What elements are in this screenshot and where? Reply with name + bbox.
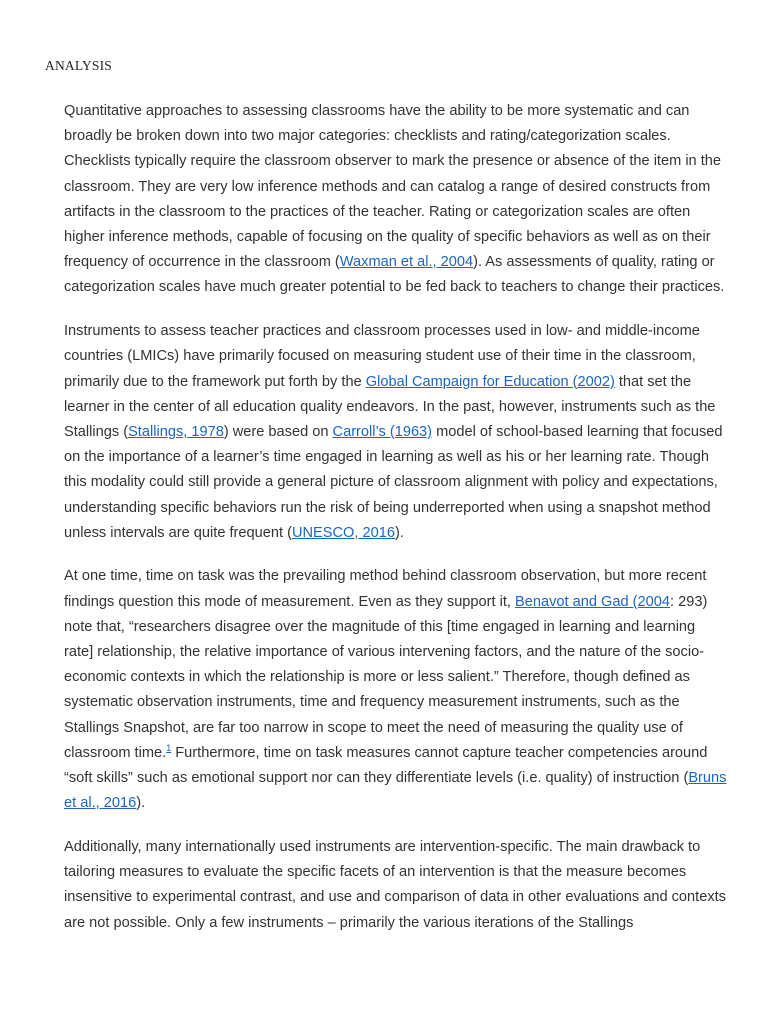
- paragraph-2: [64, 319, 728, 546]
- paragraph-text: Additionally, many internationally used instruments are intervention-specific. The main drawback to tailoring measures to evaluate the specific facets of an intervention is that the measure becomes insensitive to experimental contrast, and use and comparison of data in other evaluations and contexts are not possible. Only a few instruments – primarily the various iterations of the Stallings: [64, 838, 726, 931]
- citation-link-unesco[interactable]: UNESCO, 2016: [291, 524, 395, 541]
- section-heading: ANALYSIS: [45, 58, 113, 73]
- paragraph-4: [64, 835, 728, 936]
- paragraph-text: At one time, time on task was the prevailing method behind classroom observation, but more recent findings question this mode of measurement. Even as they support it,: [64, 568, 707, 610]
- paragraph-text: ).: [394, 524, 404, 541]
- citation-link-global-campaign[interactable]: Global Campaign for Education (2002): [365, 373, 615, 390]
- footnote-link[interactable]: 1: [166, 742, 172, 753]
- citation-link-bruns[interactable]: Bruns et al., 2016: [64, 770, 727, 812]
- paragraph-text: that set the learner in the center of all education quality endeavors. In the past, however, instruments such as the Stallings (: [64, 373, 716, 440]
- paragraph-text: Furthermore, time on task measures cannot capture teacher competencies around “soft skills” such as emotional support nor can they differentiate levels (i.e. quality) of instruction (: [64, 744, 708, 787]
- paragraph-1: [64, 99, 728, 301]
- citation-link-waxman[interactable]: Waxman et al., 2004: [339, 254, 474, 271]
- paragraph-text: Instruments to assess teacher practices and classroom processes used in low- and middle-income countries (LMICs) have primarily focused on measuring student use of their time in the classroom, primarily due to the framework put forth by the: [64, 323, 700, 390]
- paragraph-text: ) were based on: [223, 423, 333, 440]
- paragraph-3: [64, 564, 728, 816]
- paragraph-text: ). As assessments of quality, rating or categorization scales have much greater potential to be fed back to teachers to change their practices.: [64, 254, 725, 296]
- paragraph-text: : 293) note that, “researchers disagree over the magnitude of this [time engaged in learning and learning rate] relationship, the relative importance of various intervening factors, and the nature of the socio-economic contexts in which the relationship is more or less salient.” Therefore, though defined as systematic observation instruments, time and frequency measurement instruments, such as the Stallings Snapshot, are far too narrow in scope to meet the need of measuring the quality use of classroom time.: [64, 593, 708, 761]
- paragraph-text: Quantitative approaches to assessing classrooms have the ability to be more systematic and can broadly be broken down into two major categories: checklists and rating/categorization scales. Checklists typically require the classroom observer to mark the presence or absence of the item in the classroom. They are very low inference methods and can catalog a range of desired constructs from artifacts in the classroom to the practices of the teacher. Rating or categorization scales are often higher inference methods, capable of focusing on the quality of specific behaviors as well as on their frequency of occurrence in the classroom (: [64, 103, 722, 271]
- citation-link-benavot[interactable]: Benavot and Gad (2004: [515, 593, 671, 610]
- citation-link-stallings[interactable]: Stallings, 1978: [128, 423, 224, 440]
- paragraph-text: model of school-based learning that focused on the importance of a learner’s time engaged in learning as well as his or her learning rate. Though this modality could still provide a general picture of classroom alignment with policy and expectations, understanding specific behaviors run the risk of being underreported when using a snapshot method unless intervals are quite frequent (: [64, 423, 723, 541]
- paragraph-text: ).: [136, 795, 146, 812]
- citation-link-carroll[interactable]: Carroll’s (1963): [332, 423, 433, 440]
- document-body: [64, 99, 728, 954]
